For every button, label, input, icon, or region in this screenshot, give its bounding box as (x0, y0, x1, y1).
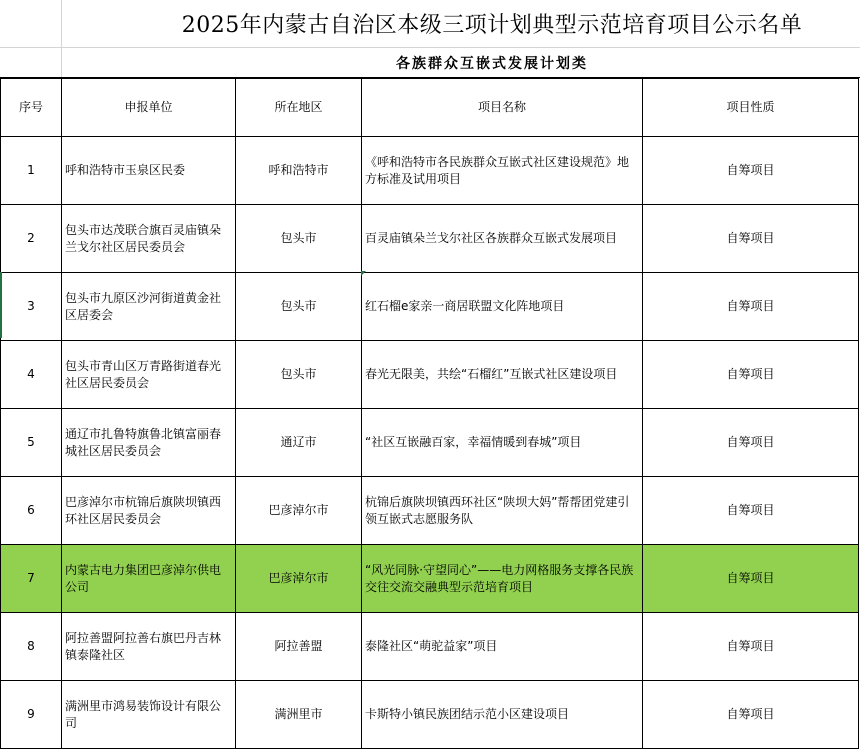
cell-no[interactable]: 1 (1, 137, 62, 205)
table-row (1, 409, 859, 477)
table-row (1, 477, 859, 545)
cell-no[interactable]: 9 (1, 681, 62, 749)
cell-unit[interactable]: 包头市达茂联合旗百灵庙镇朵兰戈尔社区居民委员会 (62, 205, 236, 273)
cell-no[interactable]: 6 (1, 477, 62, 545)
table-row (1, 681, 859, 749)
cell-type[interactable]: 自筹项目 (643, 409, 859, 477)
table-row (1, 341, 859, 409)
sheet-subtitle: 各族群众互嵌式发展计划类 (396, 55, 588, 72)
cell-type[interactable]: 自筹项目 (643, 681, 859, 749)
cell-no[interactable]: 2 (1, 205, 62, 273)
cell-project[interactable]: 卡斯特小镇民族团结示范小区建设项目 (362, 681, 643, 749)
cell-unit[interactable]: 满洲里市鸿易装饰设计有限公司 (62, 681, 236, 749)
cell-type[interactable]: 自筹项目 (643, 137, 859, 205)
cell-project[interactable]: 红石榴e家亲一商居联盟文化阵地项目 (362, 273, 643, 341)
cell-unit[interactable]: 包头市九原区沙河街道黄金社区居委会 (62, 273, 236, 341)
cell-area[interactable]: 包头市 (236, 273, 362, 341)
table-row (1, 137, 859, 205)
cell-project[interactable]: “社区互嵌融百家，幸福情暖到春城”项目 (362, 409, 643, 477)
cell-unit[interactable]: 呼和浩特市玉泉区民委 (62, 137, 236, 205)
table-row (1, 273, 859, 341)
header-project[interactable]: 项目名称 (362, 79, 643, 137)
cell-project[interactable]: 春光无限美，共绘“石榴红”互嵌式社区建设项目 (362, 341, 643, 409)
cell-area[interactable]: 巴彦淖尔市 (236, 477, 362, 545)
cell-project[interactable]: 泰隆社区“萌驼益家”项目 (362, 613, 643, 681)
cell-type[interactable]: 自筹项目 (643, 341, 859, 409)
cell-no[interactable]: 4 (1, 341, 62, 409)
cell-area[interactable]: 通辽市 (236, 409, 362, 477)
sheet-title: 2025年内蒙古自治区本级三项计划典型示范培育项目公示名单 (181, 13, 803, 38)
cell-unit[interactable]: 通辽市扎鲁特旗鲁北镇富丽春城社区居民委员会 (62, 409, 236, 477)
cell-area[interactable]: 包头市 (236, 205, 362, 273)
cell-unit[interactable]: 巴彦淖尔市杭锦后旗陕坝镇西环社区居民委员会 (62, 477, 236, 545)
header-type[interactable]: 项目性质 (643, 79, 859, 137)
header-row (1, 79, 859, 137)
header-unit[interactable]: 申报单位 (62, 79, 236, 137)
cell-type[interactable]: 自筹项目 (643, 545, 859, 613)
header-area[interactable]: 所在地区 (236, 79, 362, 137)
cell-unit[interactable]: 内蒙古电力集团巴彦淖尔供电公司 (62, 545, 236, 613)
cell-type[interactable]: 自筹项目 (643, 205, 859, 273)
cell-type[interactable]: 自筹项目 (643, 273, 859, 341)
cell-no[interactable]: 8 (1, 613, 62, 681)
table-row-highlighted (1, 545, 859, 613)
cell-comment-indicator-icon (361, 271, 366, 276)
cell-no[interactable]: 3 (1, 273, 62, 341)
row-selection-marker (0, 272, 2, 338)
project-table (0, 78, 859, 749)
cell-area[interactable]: 包头市 (236, 341, 362, 409)
cell-area[interactable]: 巴彦淖尔市 (236, 545, 362, 613)
sheet-subtitle-cell[interactable] (0, 48, 860, 78)
cell-no[interactable]: 7 (1, 545, 62, 613)
cell-project[interactable]: 百灵庙镇朵兰戈尔社区各族群众互嵌式发展项目 (362, 205, 643, 273)
cell-area[interactable]: 呼和浩特市 (236, 137, 362, 205)
sheet-title-cell[interactable] (0, 0, 860, 48)
table-row (1, 613, 859, 681)
cell-area[interactable]: 满洲里市 (236, 681, 362, 749)
table-body (1, 137, 859, 749)
table-row (1, 205, 859, 273)
cell-unit[interactable]: 阿拉善盟阿拉善右旗巴丹吉林镇泰隆社区 (62, 613, 236, 681)
cell-project[interactable]: “风光同脉·守望同心”——电力网格服务支撑各民族交往交流交融典型示范培育项目 (362, 545, 643, 613)
cell-unit[interactable]: 包头市青山区万青路街道春光社区居民委员会 (62, 341, 236, 409)
cell-no[interactable]: 5 (1, 409, 62, 477)
cell-type[interactable]: 自筹项目 (643, 477, 859, 545)
header-no[interactable]: 序号 (1, 79, 62, 137)
cell-project[interactable]: 杭锦后旗陕坝镇西环社区“陕坝大妈”帮帮团党建引领互嵌式志愿服务队 (362, 477, 643, 545)
cell-area[interactable]: 阿拉善盟 (236, 613, 362, 681)
cell-project[interactable]: 《呼和浩特市各民族群众互嵌式社区建设规范》地方标准及试用项目 (362, 137, 643, 205)
cell-type[interactable]: 自筹项目 (643, 613, 859, 681)
